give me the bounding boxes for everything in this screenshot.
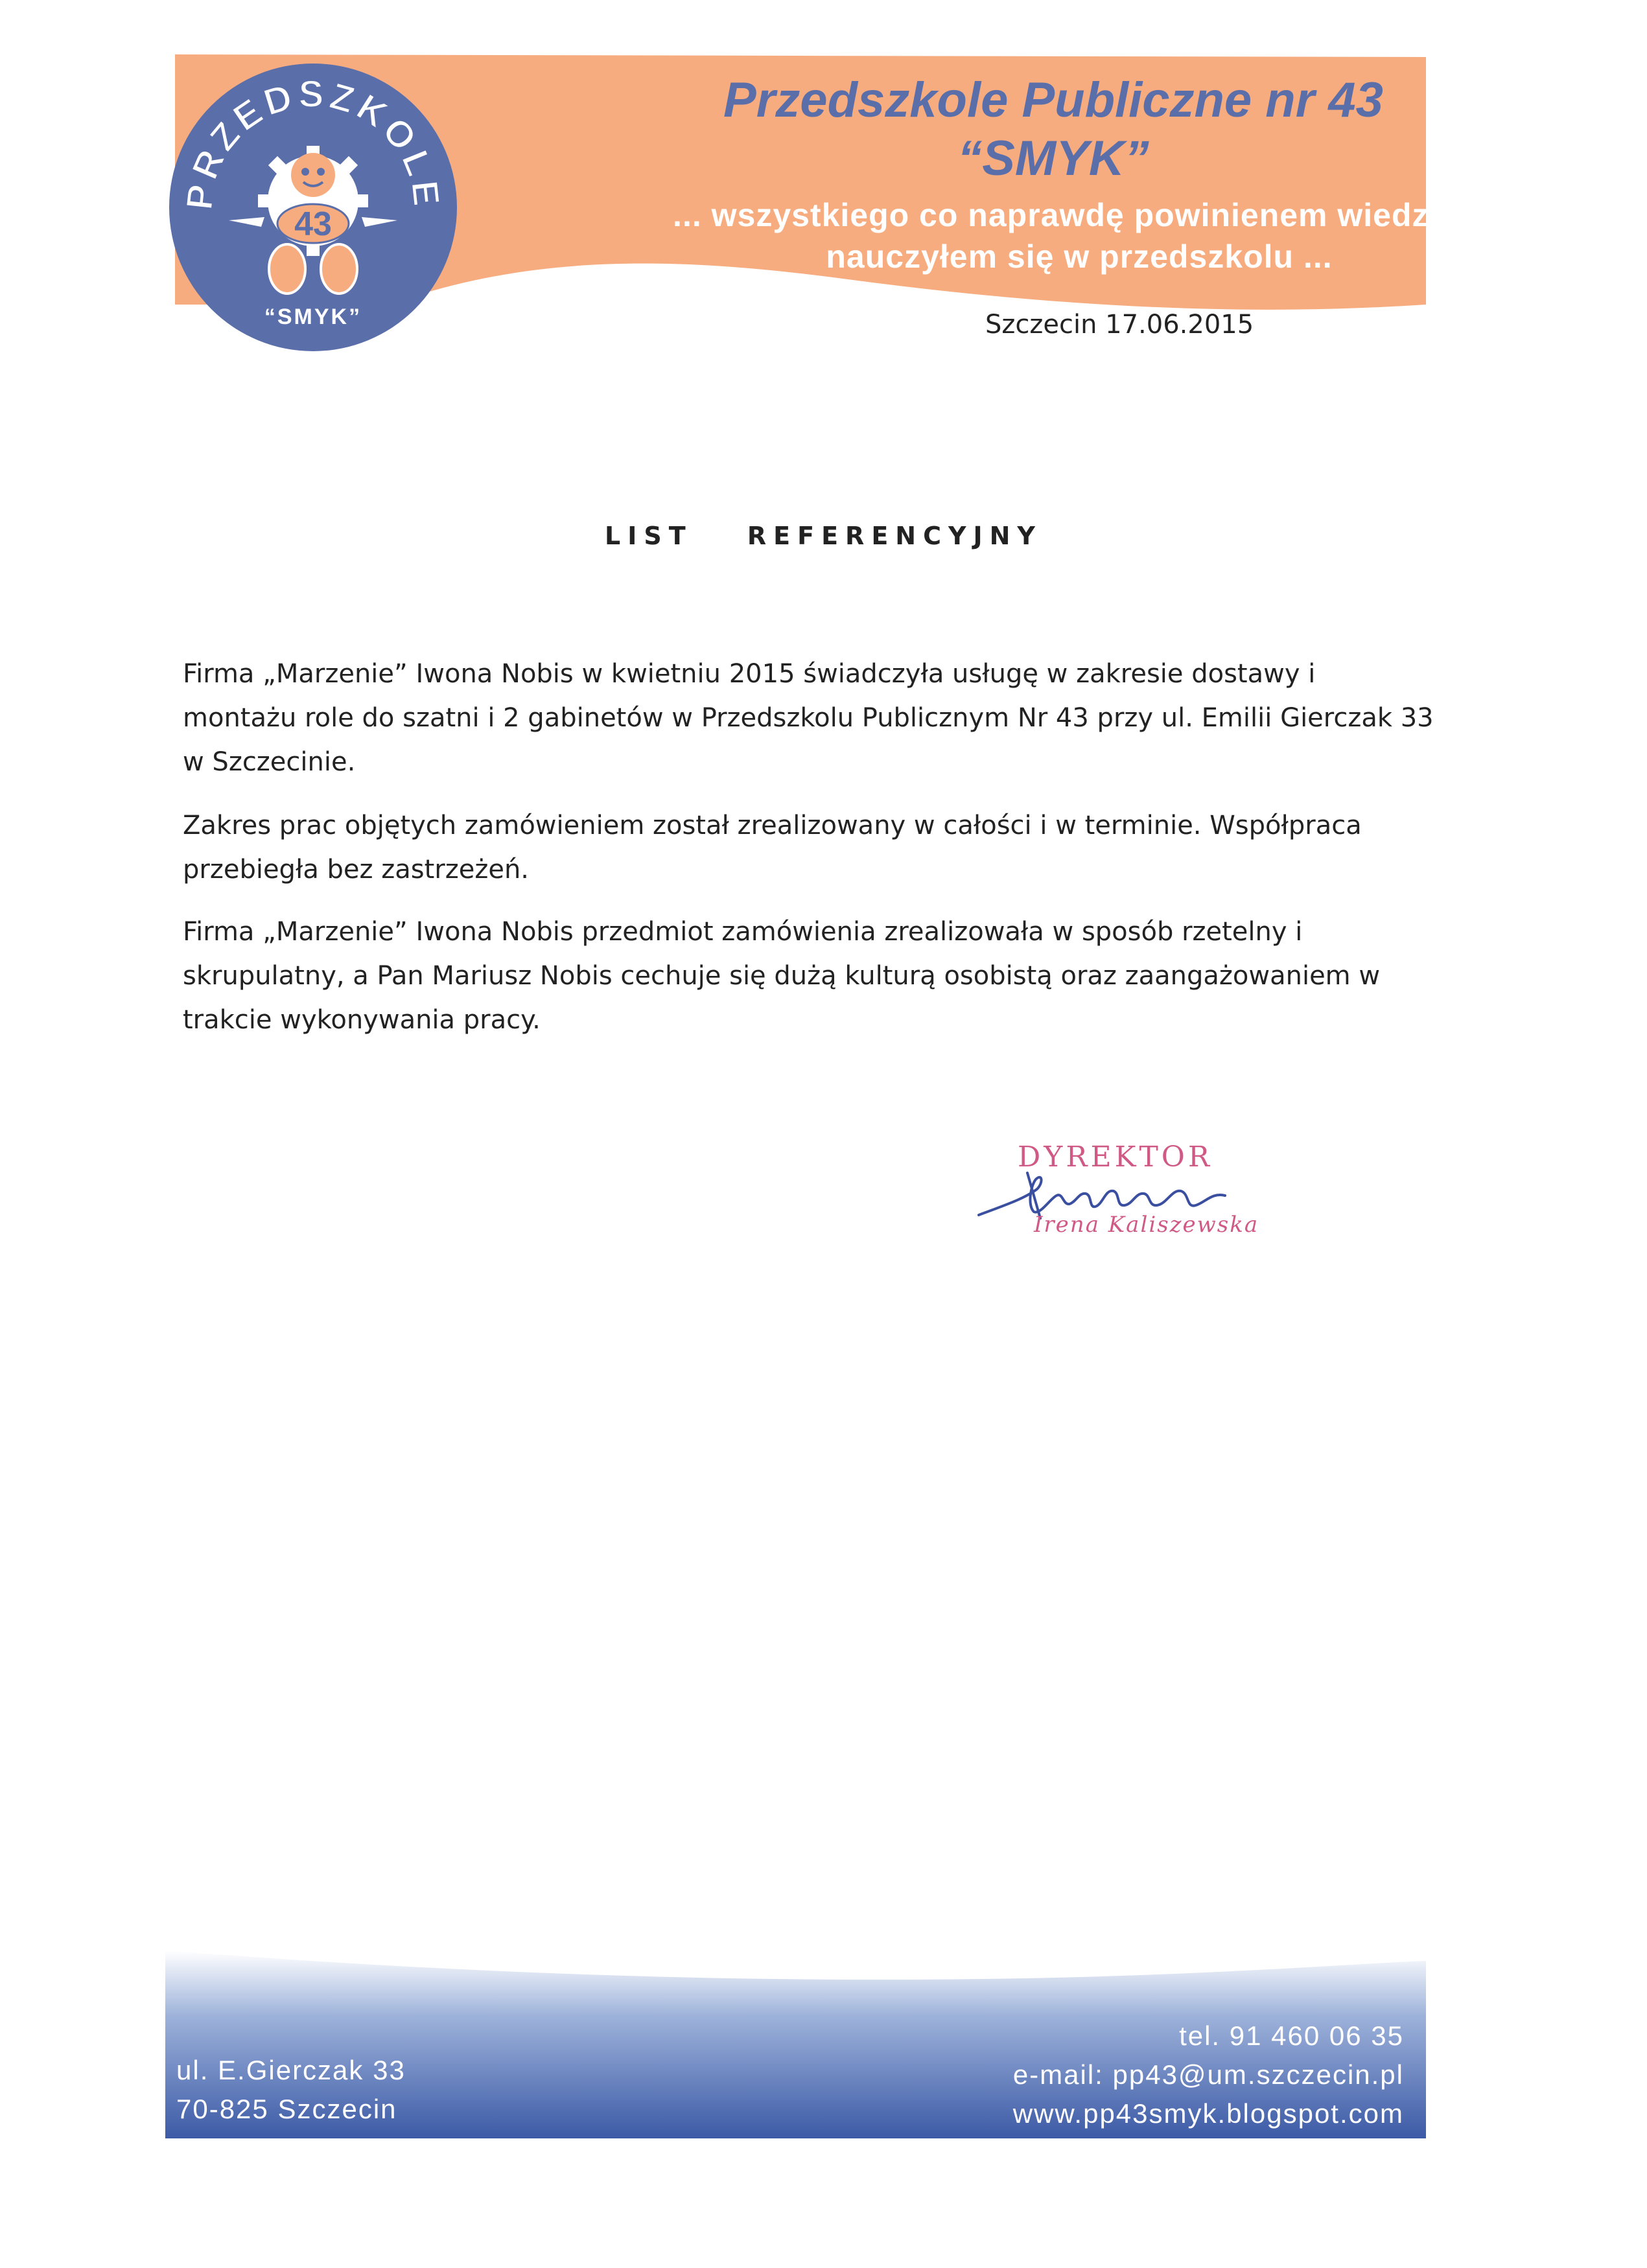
school-motto	[583, 194, 1575, 277]
school-name-line1: Przedszkole Publiczne nr 43	[723, 73, 1383, 128]
paragraph-line: przebiegła bez zastrzeżeń.	[183, 855, 530, 885]
paragraph-line: Firma „Marzenie” Iwona Nobis przedmiot zamówienia zrealizowała w sposób rzetelny i	[183, 917, 1303, 947]
date-line: Szczecin 17.06.2015	[985, 310, 1254, 340]
school-logo	[167, 62, 459, 353]
paragraph-3	[183, 910, 1453, 1042]
footer-website: www.pp43smyk.blogspot.com	[1012, 2098, 1404, 2129]
title-word1: LIST	[605, 522, 693, 550]
logo-arc-text: PRZEDSZKOLE	[178, 73, 449, 212]
school-name-line2: “SMYK”	[957, 131, 1149, 186]
paragraph-line: skrupulatny, a Pan Mariusz Nobis cechuje się dużą kulturą osobistą oraz zaangażowaniem w	[183, 961, 1381, 991]
footer-address	[176, 2051, 406, 2129]
stamp-name: Irena Kaliszewska	[1034, 1212, 1259, 1238]
document-title	[0, 522, 1647, 550]
footer-email: e-mail: pp43@um.szczecin.pl	[1012, 2059, 1404, 2090]
paragraph-line: Firma „Marzenie” Iwona Nobis w kwietniu 2015 świadczyła usługę w zakresie dostawy i	[183, 659, 1316, 689]
logo-bottom-text: “SMYK”	[264, 305, 362, 329]
stamp-title: DYREKTOR	[1018, 1140, 1213, 1174]
logo-number: 43	[294, 205, 332, 243]
paragraph-line: Zakres prac objętych zamówieniem został zrealizowany w całości i w terminie. Współpraca	[183, 811, 1362, 840]
footer-phone: tel. 91 460 06 35	[1179, 2020, 1404, 2051]
address-city: 70-825 Szczecin	[176, 2094, 397, 2124]
director-stamp	[966, 1140, 1277, 1257]
motto-line2: nauczyłem się w przedszkolu ...	[826, 238, 1333, 275]
paragraph-2	[183, 804, 1453, 892]
paragraph-line: trakcie wykonywania pracy.	[183, 1005, 541, 1035]
title-word2: REFERENCYJNY	[747, 522, 1042, 550]
address-street: ul. E.Gierczak 33	[176, 2055, 406, 2085]
paragraph-line: montażu role do szatni i 2 gabinetów w Przedszkolu Publicznym Nr 43 przy ul. Emilii Gierczak 33	[183, 703, 1434, 733]
school-name	[557, 71, 1549, 188]
footer-contact	[1013, 2017, 1404, 2133]
paragraph-1	[183, 652, 1453, 784]
motto-line1: ... wszystkiego co naprawdę powinienem wiedzieć,	[673, 197, 1486, 233]
paragraph-line: w Szczecinie.	[183, 747, 356, 777]
